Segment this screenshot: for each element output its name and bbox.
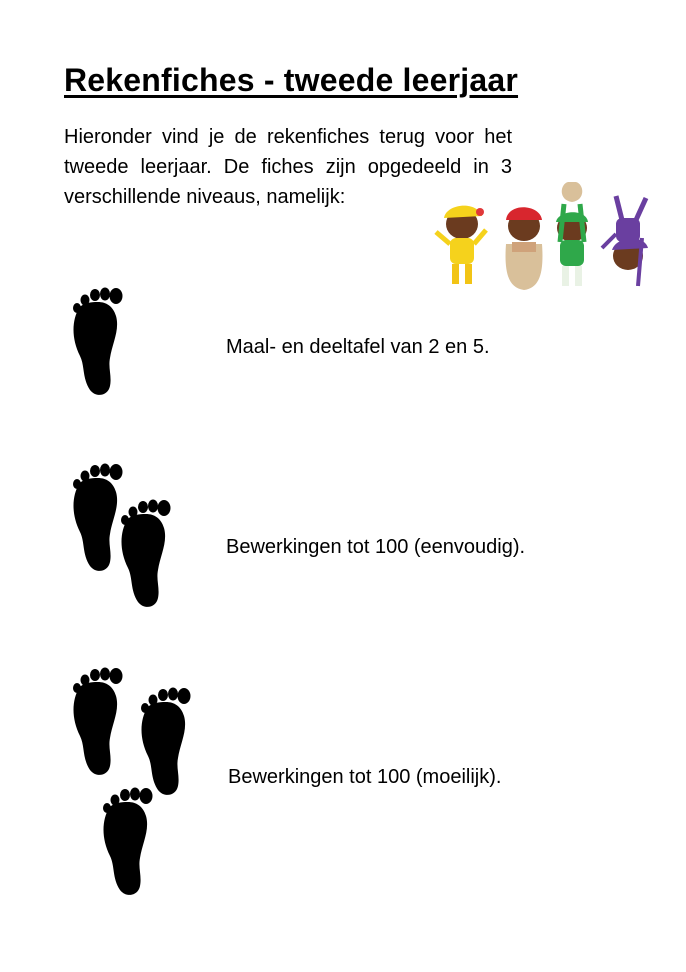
intro-paragraph: Hieronder vind je de rekenfiches terug voor het tweede leerjaar. De fiches zijn opgedeeld in 3 verschillende niveaus, namelijk: <box>64 126 512 208</box>
footprint-icon <box>121 500 171 607</box>
level-1-label: Maal- en deeltafel van 2 en 5. <box>226 336 490 358</box>
helper-figure-green <box>556 182 588 286</box>
footprints-group <box>68 286 128 398</box>
footprint-icon <box>73 464 123 571</box>
level-2-label: Bewerkingen tot 100 (eenvoudig). <box>226 536 526 558</box>
page-title: Rekenfiches - tweede leerjaar <box>64 62 519 98</box>
level-2 <box>0 462 686 612</box>
footprint-icon <box>103 788 153 895</box>
helper-figure-purple <box>602 196 648 286</box>
footprint-icon <box>141 688 191 795</box>
footprints-group <box>68 462 178 612</box>
level-3-label: Bewerkingen tot 100 (moeilijk). <box>228 766 502 788</box>
footprint-icon <box>73 288 123 395</box>
sinterklaas-helpers-illustration <box>432 182 660 294</box>
helper-figure-red <box>506 207 543 290</box>
helper-figure-yellow <box>436 206 486 284</box>
level-3 <box>0 666 686 898</box>
level-1 <box>0 286 686 398</box>
footprint-icon <box>73 668 123 775</box>
footprints-group <box>68 666 193 898</box>
